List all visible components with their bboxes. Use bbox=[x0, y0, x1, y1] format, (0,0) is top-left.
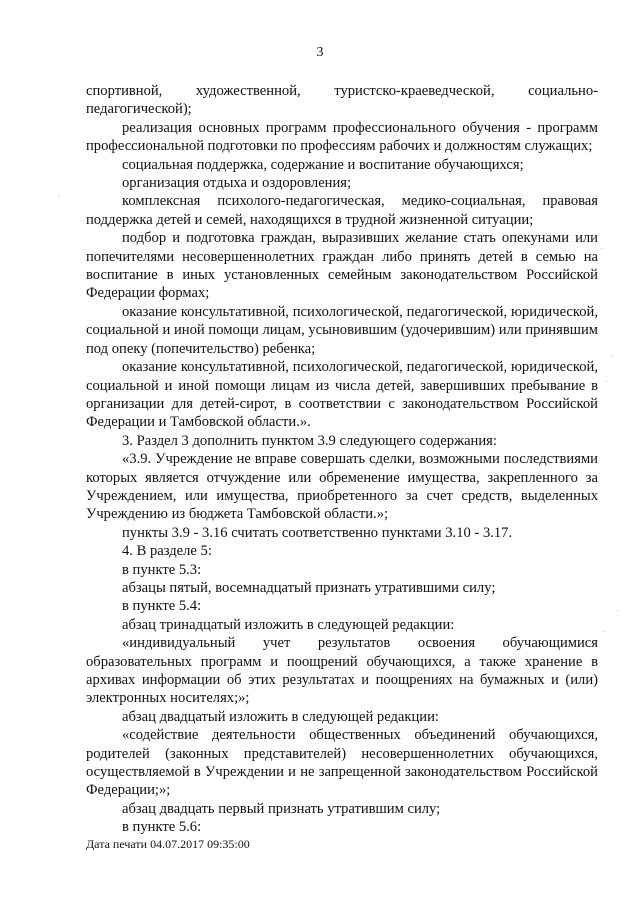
document-body bbox=[86, 82, 598, 837]
paragraph: 3. Раздел 3 дополнить пунктом 3.9 следующего содержания: bbox=[122, 432, 497, 449]
paragraph: комплексная психолого-педагогическая, медико-социальная, правовая поддержка детей и семей, находящихся в трудной жизненной ситуации; bbox=[86, 193, 598, 228]
scan-speck bbox=[601, 248, 602, 249]
paragraph: оказание консультативной, психологической, педагогической, юридической, социальной и иной помощи лицам, усыновившим (удочерившим) или принявшим под опеку (попечительство) ребенка; bbox=[86, 303, 598, 357]
paragraph: в пункте 5.4: bbox=[122, 598, 202, 615]
paragraph: абзацы пятый, восемнадцатый признать утратившими силу; bbox=[122, 579, 496, 596]
paragraph: «3.9. Учреждение не вправе совершать сделки, возможными последствиями которых является отчуждение или обременение имущества, закрепленного за Учреждением, или имущества, приобретенного за счет средств, выделенных Учреждению из бюджета Тамбовской области.»; bbox=[86, 451, 598, 523]
scan-speck bbox=[612, 356, 613, 357]
paragraph: подбор и подготовка граждан, выразивших желание стать опекунами или попечителями несовершеннолетних граждан либо принять детей в семью на воспитание в иных установленных семейным законодательством Российской Федерации формах; bbox=[86, 230, 598, 302]
scan-speck bbox=[617, 610, 618, 611]
paragraph: абзац тринадцатый изложить в следующей редакции: bbox=[122, 616, 455, 633]
page-number: 3 bbox=[316, 45, 324, 60]
paragraph: социальная поддержка, содержание и воспитание обучающихся; bbox=[122, 156, 524, 173]
paragraph: реализация основных программ профессионального обучения - программ профессиональной подготовки по профессиям рабочих и должностям служащих; bbox=[86, 119, 598, 155]
paragraph: в пункте 5.6: bbox=[122, 819, 202, 836]
paragraph: организация отдыха и оздоровления; bbox=[122, 175, 352, 192]
paragraph: абзац двадцать первый признать утратившим силу; bbox=[122, 800, 441, 817]
paragraph: 4. В разделе 5: bbox=[122, 543, 212, 560]
paragraph: «индивидуальный учет результатов освоения обучающимися образовательных программ и поощрений обучающихся, а также хранение в архивах информации об этих результатах и поощрениях на бумажных и (или) электронных носителях;»; bbox=[86, 635, 598, 707]
paragraph: оказание консультативной, психологической, педагогической, юридической, социальной и иной помощи лицам из числа детей, завершивших пребывание в организации для детей-сирот, в соответствии с законодательством Российской Федерации и Тамбовской области.». bbox=[86, 359, 598, 431]
print-date-footer: Дата печати 04.07.2017 09:35:00 bbox=[86, 837, 250, 851]
scan-speck bbox=[604, 631, 605, 632]
paragraph: пункты 3.9 - 3.16 считать соответственно пунктами 3.10 - 3.17. bbox=[122, 524, 513, 541]
paragraph: абзац двадцатый изложить в следующей редакции: bbox=[122, 708, 439, 725]
scan-speck bbox=[606, 381, 607, 382]
paragraph: «содействие деятельности общественных объединений обучающихся, родителей (законных представителей) несовершеннолетних обучающихся, осуществляемой в Учреждении и не запрещенной законодательством Российской Федерации;»; bbox=[86, 727, 598, 799]
paragraph: в пункте 5.3: bbox=[122, 561, 202, 578]
paragraph: спортивной, художественной, туристско-краеведческой, социально-педагогической); bbox=[86, 83, 598, 118]
scan-speck bbox=[58, 196, 59, 197]
